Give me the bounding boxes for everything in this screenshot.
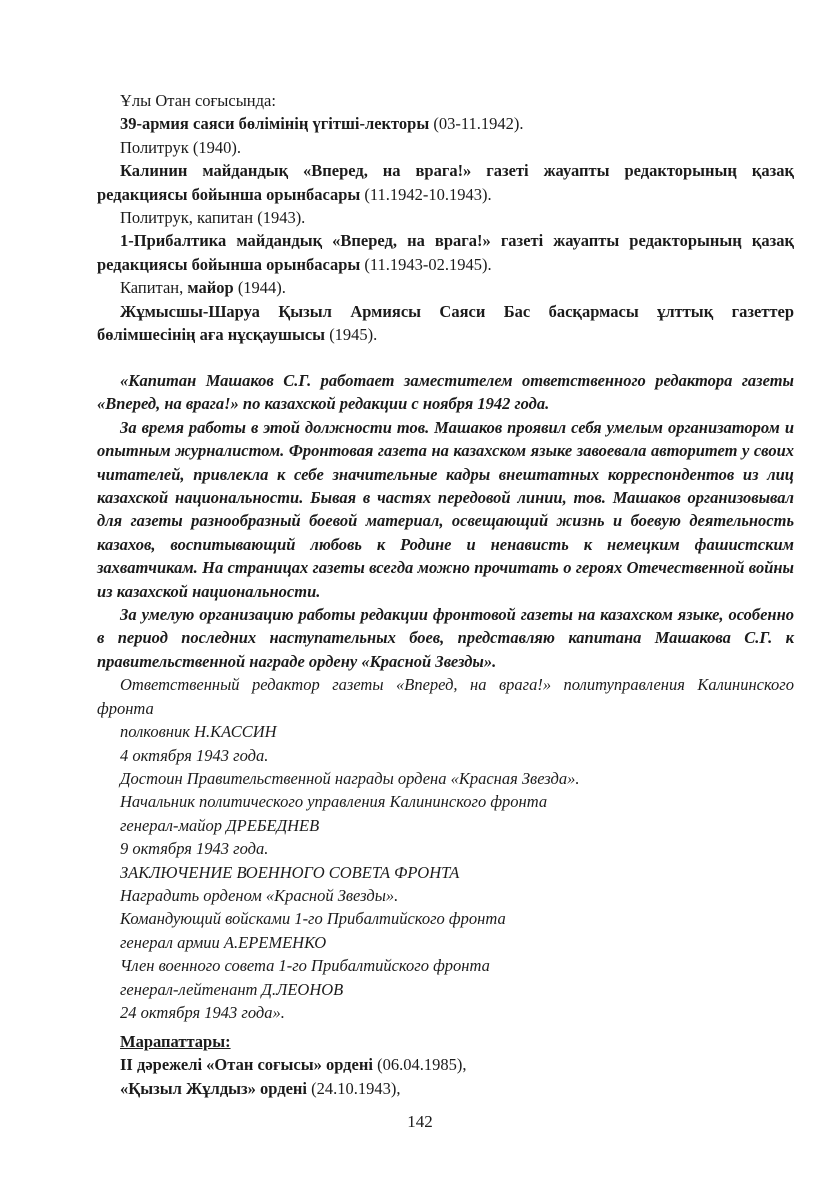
signature-line: Командующий войсками 1-го Прибалтийского фронта <box>120 909 506 929</box>
signature-line: 24 октября 1943 года». <box>120 1002 285 1022</box>
record-line: Политрук, капитан (1943). <box>120 208 306 228</box>
record-line: Жұмысшы-Шаруа Қызыл Армиясы Саяси Бас басқармасы ұлттық газеттер бөлімшесінің аға нұсқаушысы (1945). <box>97 301 794 345</box>
quoted-citation <box>97 369 794 1024</box>
record-line: Капитан, майор (1944). <box>120 278 286 298</box>
signature-line: генерал армии А.ЕРЕМЕНКО <box>120 932 327 952</box>
record-line: Ұлы Отан соғысында: <box>120 91 276 110</box>
signature-line: генерал-майор ДРЕБЕДНЕВ <box>120 815 320 835</box>
award-line: «Қызыл Жұлдыз» ордені (24.10.1943), <box>120 1078 401 1098</box>
page-number: 142 <box>407 1112 433 1131</box>
record-line: 1-Прибалтика майдандық «Вперед, на врага!» газеті жауапты редакторының қазақ редакциясы бойынша орынбасары (11.1943-02.1945). <box>97 231 794 274</box>
signature-line: ЗАКЛЮЧЕНИЕ ВОЕННОГО СОВЕТА ФРОНТА <box>120 862 460 882</box>
signature-line: Достоин Правительственной награды ордена «Красная Звезда». <box>120 768 580 788</box>
record-line: Политрук (1940). <box>120 137 241 157</box>
award-line: ІІ дәрежелі «Отан соғысы» ордені (06.04.1985), <box>120 1055 467 1075</box>
record-line: Калинин майдандық «Вперед, на врага!» газеті жауапты редакторының қазақ редакциясы бойынша орынбасары (11.1942-10.1943). <box>97 161 794 204</box>
citation-paragraph: За умелую организацию работы редакции фронтовой газеты на казахском языке, особенно в период последних наступательных боев, представляю капитана Машакова С.Г. к правительственной награде ордену «Красной Звезды». <box>97 605 794 671</box>
record-line: 39-армия саяси бөлімінің үгітші-лекторы (03-11.1942). <box>120 114 524 134</box>
signature-line: Член военного совета 1-го Прибалтийского фронта <box>120 956 490 976</box>
service-record <box>97 89 794 346</box>
signature-line: полковник Н.КАССИН <box>120 722 277 742</box>
signature-line: Наградить орденом «Красной Звезды». <box>120 885 399 905</box>
awards-section <box>97 1030 794 1100</box>
signature-line: Начальник политического управления Калининского фронта <box>120 792 548 812</box>
citation-paragraph: «Капитан Машаков С.Г. работает заместителем ответственного редактора газеты «Вперед, на врага!» по казахской редакции с ноября 1942 года. <box>97 371 794 414</box>
signature-line: 9 октября 1943 года. <box>120 839 269 859</box>
signature-block <box>97 720 794 1024</box>
citation-paragraph: За время работы в этой должности тов. Машаков проявил себя умелым организатором и опытным журналистом. Фронтовая газета на казахском языке завоевала авторитет у своих читателей, привлекла к себе значительные кадры внештатных корреспондентов из лиц казахской национальности. Бывая в частях передовой линии, тов. Машаков организовывал для газеты разнообразный боевой материал, освещающий жизнь и боевую деятельность казахов, воспитывающий любовь к Родине и ненависть к немецким фашистским захватчикам. На страницах газеты всегда можно прочитать о героях Отечественной войны из казахской национальности. <box>97 417 794 601</box>
signature-line: генерал-лейтенант Д.ЛЕОНОВ <box>120 979 344 999</box>
signature-line: 4 октября 1943 года. <box>120 745 269 765</box>
citation-signature-intro: Ответственный редактор газеты «Вперед, на врага!» политуправления Калининского фронта <box>97 675 794 718</box>
awards-heading: Марапаттары: <box>120 1032 231 1051</box>
